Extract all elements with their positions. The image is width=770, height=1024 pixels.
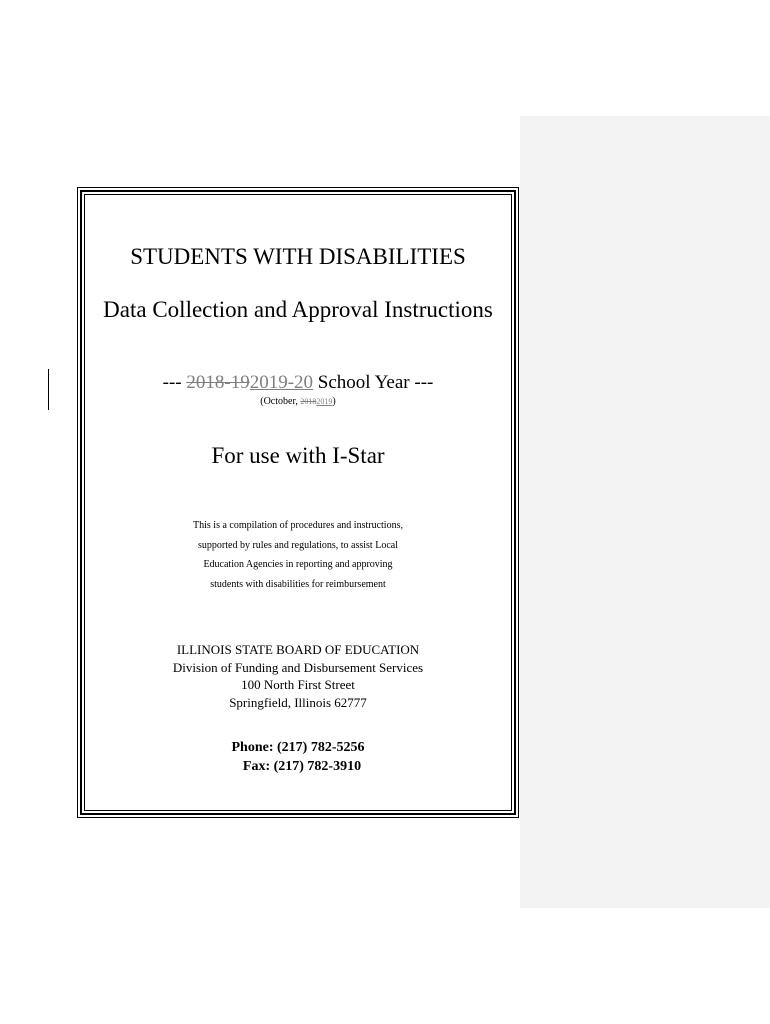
- description-line: students with disabilities for reimbursement: [210, 578, 386, 590]
- agency-name: ILLINOIS STATE BOARD OF EDUCATION: [176, 642, 420, 657]
- deleted-date-year: 2018: [300, 397, 317, 406]
- revision-change-bar: [48, 369, 49, 410]
- deleted-year: 2018-19: [186, 372, 250, 393]
- description-line: Education Agencies in reporting and approving: [203, 559, 393, 570]
- fax-number: Fax: (217) 782-3910: [242, 759, 362, 774]
- description-paragraph: [77, 516, 519, 594]
- comment-pane: [520, 116, 770, 908]
- date-suffix: ): [332, 396, 336, 407]
- contact-info: [77, 738, 519, 776]
- revision-date-line: [77, 396, 519, 407]
- inserted-date-year: 2019: [316, 397, 333, 406]
- agency-address: [77, 641, 519, 711]
- date-prefix: (October,: [260, 396, 301, 407]
- school-year-suffix: School Year ---: [313, 372, 434, 393]
- cover-border: [77, 187, 519, 818]
- cover-title: STUDENTS WITH DISABILITIES: [130, 244, 466, 269]
- phone-number: Phone: (217) 782-5256: [231, 740, 365, 755]
- school-year-prefix: ---: [162, 372, 187, 393]
- agency-division: Division of Funding and Disbursement Services: [172, 659, 424, 675]
- inserted-year: 2019-20: [249, 372, 314, 393]
- school-year-line: [77, 372, 519, 394]
- usage-heading: For use with I-Star: [211, 443, 385, 468]
- description-line: This is a compilation of procedures and instructions,: [193, 520, 403, 531]
- agency-street: 100 North First Street: [241, 677, 355, 692]
- agency-city: Springfield, Illinois 62777: [229, 694, 367, 710]
- description-line: supported by rules and regulations, to assist Local: [198, 539, 398, 551]
- cover-subtitle: Data Collection and Approval Instructions: [103, 297, 493, 322]
